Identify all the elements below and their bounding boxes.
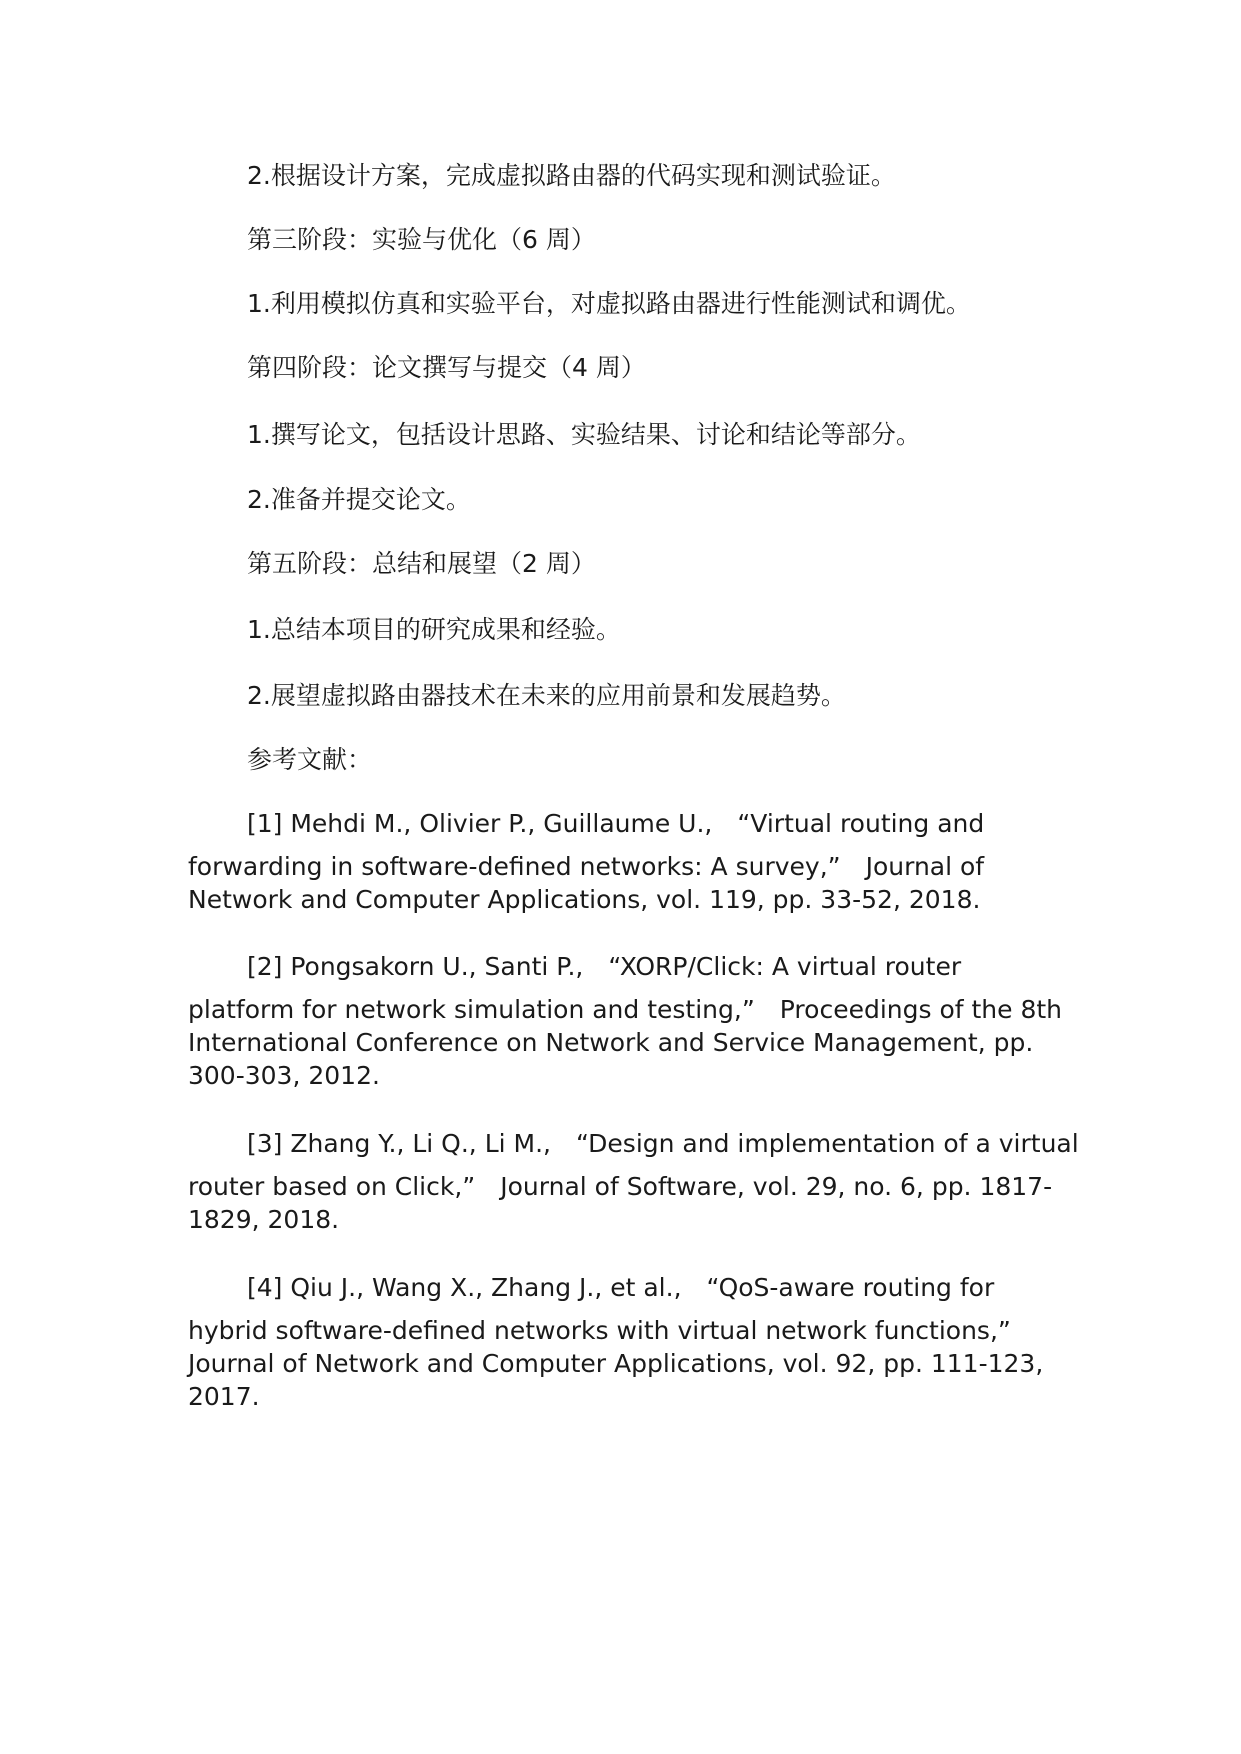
reference-3-line-3: 1829, 2018. xyxy=(188,1205,340,1234)
reference-4-line-4: 2017. xyxy=(188,1382,260,1411)
reference-item-2 xyxy=(188,951,1068,1092)
stage-4-item-1: 1.撰写论文，包括设计思路、实验结果、讨论和结论等部分。 xyxy=(247,420,921,449)
reference-4-line-3: Journal of Network and Computer Applications, vol. 92, pp. 111-123, xyxy=(188,1349,1044,1378)
references-heading: 参考文献： xyxy=(247,745,373,774)
reference-1-line-2: forwarding in software-defined networks: A survey,” Journal of xyxy=(188,852,985,881)
reference-1-line-3: Network and Computer Applications, vol. 119, pp. 33-52, 2018. xyxy=(188,885,981,914)
stage-5-item-2: 2.展望虚拟路由器技术在未来的应用前景和发展趋势。 xyxy=(247,681,846,710)
reference-2-line-3: International Conference on Network and Service Management, pp. xyxy=(188,1028,1034,1057)
stage-4-item-2: 2.准备并提交论文。 xyxy=(247,485,471,514)
plan-line-1: 2.根据设计方案，完成虚拟路由器的代码实现和测试验证。 xyxy=(247,161,896,190)
reference-item-3 xyxy=(188,1128,1079,1236)
reference-2-line-4: 300-303, 2012. xyxy=(188,1061,380,1090)
stage-3-item-1: 1.利用模拟仿真和实验平台，对虚拟路由器进行性能测试和调优。 xyxy=(247,289,971,318)
stage-5-heading: 第五阶段：总结和展望（2 周） xyxy=(247,549,596,578)
reference-item-4 xyxy=(188,1272,1068,1413)
reference-4-line-1: [4] Qiu J., Wang X., Zhang J., et al., “QoS-aware routing for xyxy=(247,1273,995,1302)
stage-3-heading: 第三阶段：实验与优化（6 周） xyxy=(247,225,596,254)
reference-2-line-2: platform for network simulation and testing,” Proceedings of the 8th xyxy=(188,995,1063,1024)
stage-5-item-1: 1.总结本项目的研究成果和经验。 xyxy=(247,615,621,644)
stage-4-heading: 第四阶段：论文撰写与提交（4 周） xyxy=(247,353,646,382)
reference-3-line-1: [3] Zhang Y., Li Q., Li M., “Design and implementation of a virtual xyxy=(247,1129,1079,1158)
reference-2-line-1: [2] Pongsakorn U., Santi P., “XORP/Click: A virtual router xyxy=(247,952,962,981)
reference-4-line-2: hybrid software-defined networks with virtual network functions,” xyxy=(188,1316,1011,1345)
reference-3-line-2: router based on Click,” Journal of Software, vol. 29, no. 6, pp. 1817- xyxy=(188,1172,1053,1201)
reference-item-1 xyxy=(188,808,1068,916)
reference-1-line-1: [1] Mehdi M., Olivier P., Guillaume U., “Virtual routing and xyxy=(247,809,985,838)
